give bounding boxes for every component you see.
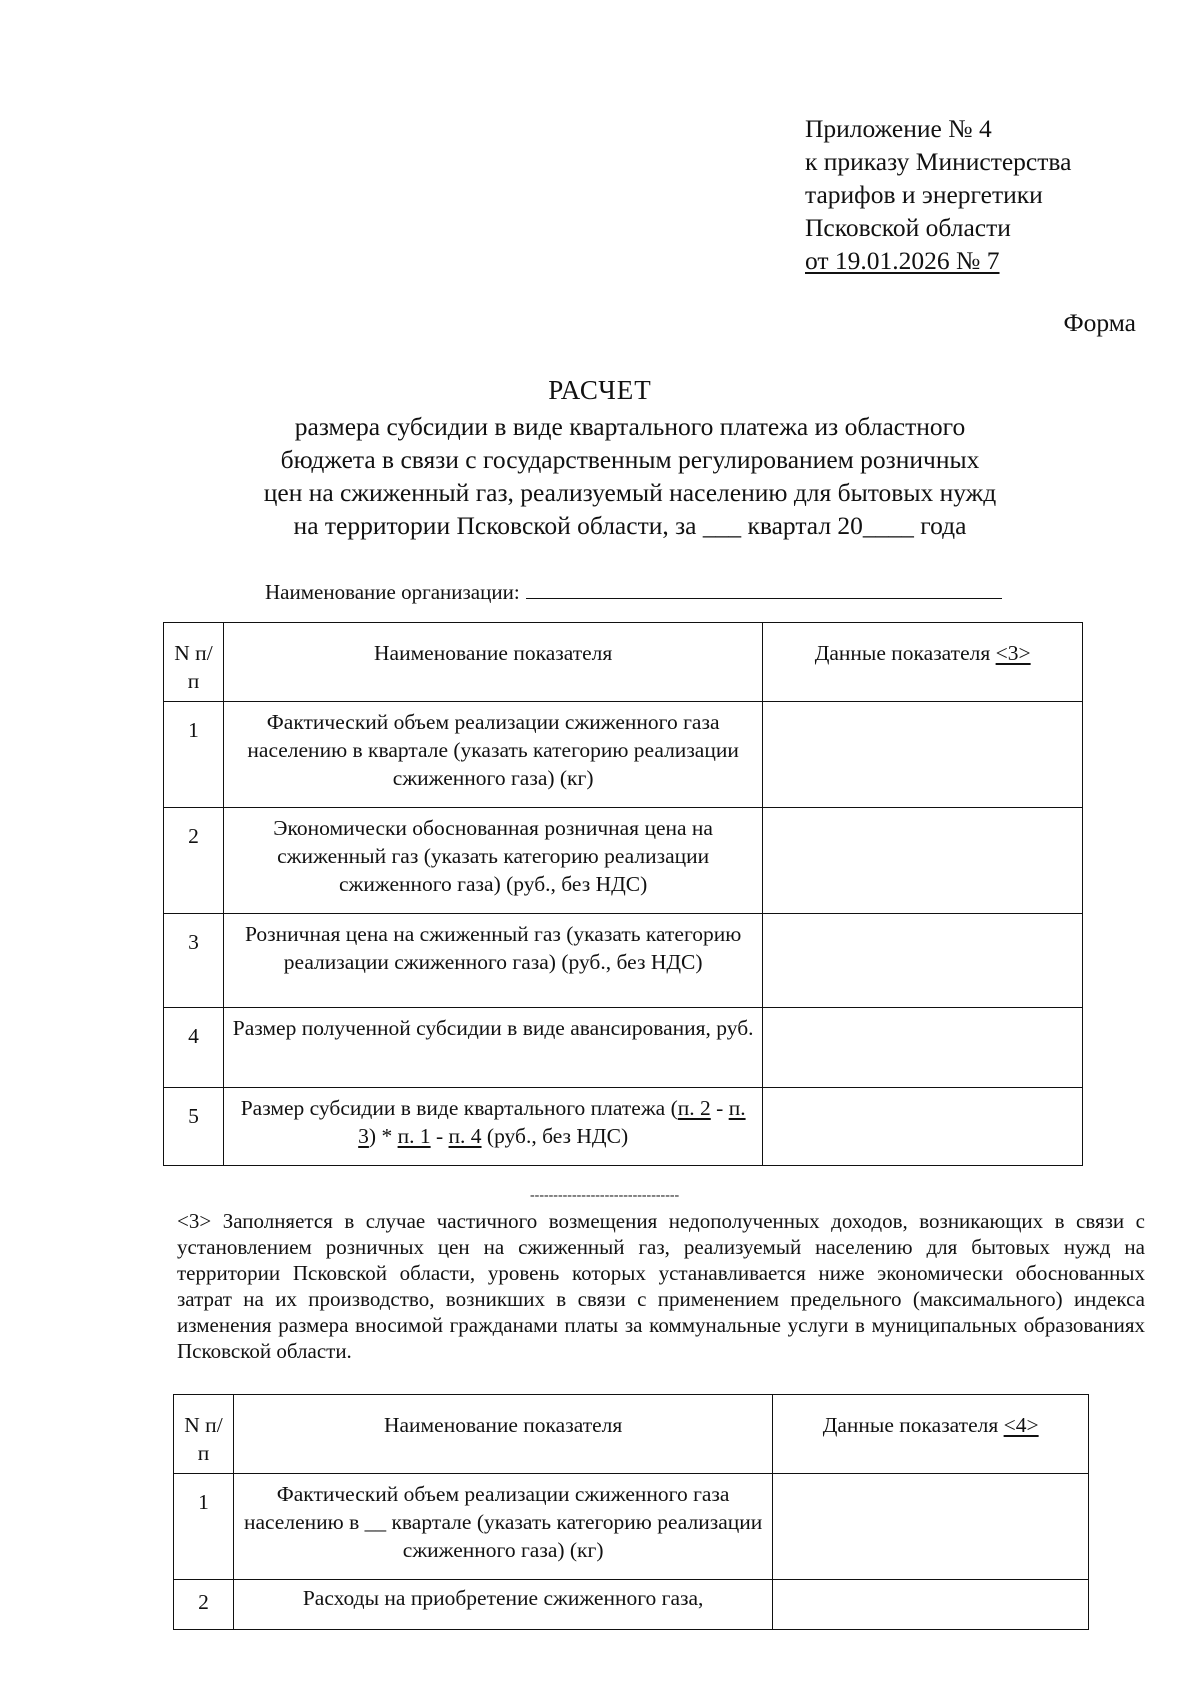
table-row [174, 1474, 1089, 1580]
row-name: Расходы на приобретение сжиженного газа, [233, 1580, 772, 1630]
row-num: 3 [164, 914, 224, 1008]
table-row [164, 808, 1083, 914]
ref-link-p3[interactable]: п. 3 [358, 1096, 746, 1148]
header-name: Наименование показателя [233, 1395, 772, 1474]
row-name: Фактический объем реализации сжиженного газа населению в квартале (указать категорию реализации сжиженного газа) (кг) [223, 702, 762, 808]
subtitle-line-3: цен на сжиженный газ, реализуемый населению для бытовых нужд [263, 478, 997, 507]
organization-label: Наименование организации: [265, 580, 520, 604]
row-value-cell[interactable] [773, 1580, 1089, 1630]
header-num: N п/п [174, 1395, 234, 1474]
appendix-line-2: к приказу Министерства [805, 147, 1072, 176]
subtitle-line-4: на территории Псковской области, за ___ квартал 20____ года [293, 511, 967, 540]
row5-text-1: Размер субсидии в виде квартального платежа ( [240, 1096, 678, 1120]
row-name [223, 1088, 762, 1166]
table-header-row [174, 1395, 1089, 1474]
table-row [164, 1008, 1083, 1088]
row-num: 2 [174, 1580, 234, 1630]
table-header-row [164, 623, 1083, 702]
header-data-label: Данные показателя [814, 641, 996, 665]
header-data [773, 1395, 1089, 1474]
footnote-text: <3> Заполняется в случае частичного возмещения недополученных доходов, возникающих в связи с установлением розничных цен на сжиженный газ, реализуемый населению для бытовых нужд на территории Псковской области, уровень которых устанавливается ниже экономически обоснованных затрат на их производство, возникших в связи с применением предельного (максимального) индекса изменения размера вносимой гражданами платы за коммунальные услуги в муниципальных образованиях Псковской области. [177, 1209, 1145, 1363]
row-name: Экономически обоснованная розничная цена на сжиженный газ (указать категорию реализации сжиженного газа) (руб., без НДС) [223, 808, 762, 914]
footnote-ref-link[interactable]: <4> [1003, 1413, 1039, 1437]
appendix-line-1: Приложение № 4 [805, 114, 992, 143]
row-num: 4 [164, 1008, 224, 1088]
row5-text-4: - [430, 1124, 449, 1148]
row-num: 2 [164, 808, 224, 914]
row-value-cell[interactable] [763, 808, 1083, 914]
row-value-cell[interactable] [763, 1008, 1083, 1088]
footnote-ref-link[interactable]: <3> [995, 641, 1031, 665]
order-date-number: от 19.01.2026 № 7 [805, 246, 1000, 275]
row5-text-3: ) * [368, 1124, 398, 1148]
subtitle-line-2: бюджета в связи с государственным регулированием розничных [280, 445, 980, 474]
organization-field [265, 580, 1002, 605]
row-value-cell[interactable] [763, 914, 1083, 1008]
header-num: N п/п [164, 623, 224, 702]
header-data [763, 623, 1083, 702]
appendix-line-3: тарифов и энергетики [805, 180, 1043, 209]
table-row [164, 1088, 1083, 1166]
row-num: 1 [174, 1474, 234, 1580]
calculation-table-2 [173, 1394, 1089, 1630]
table-row [164, 914, 1083, 1008]
document-title: РАСЧЕТ [548, 375, 652, 405]
ref-link-p2[interactable]: п. 2 [677, 1096, 711, 1120]
appendix-block [805, 112, 1071, 277]
calculation-table-1 [163, 622, 1083, 1166]
header-data-label: Данные показателя [822, 1413, 1004, 1437]
row-num: 5 [164, 1088, 224, 1166]
row5-text-5: (руб., без НДС) [481, 1124, 629, 1148]
row-num: 1 [164, 702, 224, 808]
ref-link-p4[interactable]: п. 4 [448, 1124, 482, 1148]
appendix-line-4: Псковской области [805, 213, 1011, 242]
document-subtitle [200, 410, 1060, 542]
header-name: Наименование показателя [223, 623, 762, 702]
row-value-cell[interactable] [763, 1088, 1083, 1166]
row5-text-2: - [710, 1096, 729, 1120]
ref-link-p1[interactable]: п. 1 [397, 1124, 431, 1148]
footnote-separator: -------------------------------- [530, 1188, 680, 1203]
row-name: Розничная цена на сжиженный газ (указать категорию реализации сжиженного газа) (руб., без НДС) [223, 914, 762, 1008]
row-name: Размер полученной субсидии в виде авансирования, руб. [223, 1008, 762, 1088]
row-value-cell[interactable] [763, 702, 1083, 808]
subtitle-line-1: размера субсидии в виде квартального платежа из областного [294, 412, 966, 441]
row-name: Фактический объем реализации сжиженного газа населению в __ квартале (указать категорию реализации сжиженного газа) (кг) [233, 1474, 772, 1580]
form-label: Форма [1063, 308, 1136, 337]
table-row [174, 1580, 1089, 1630]
row-value-cell[interactable] [773, 1474, 1089, 1580]
organization-blank-line[interactable] [526, 580, 1002, 599]
table-row [164, 702, 1083, 808]
